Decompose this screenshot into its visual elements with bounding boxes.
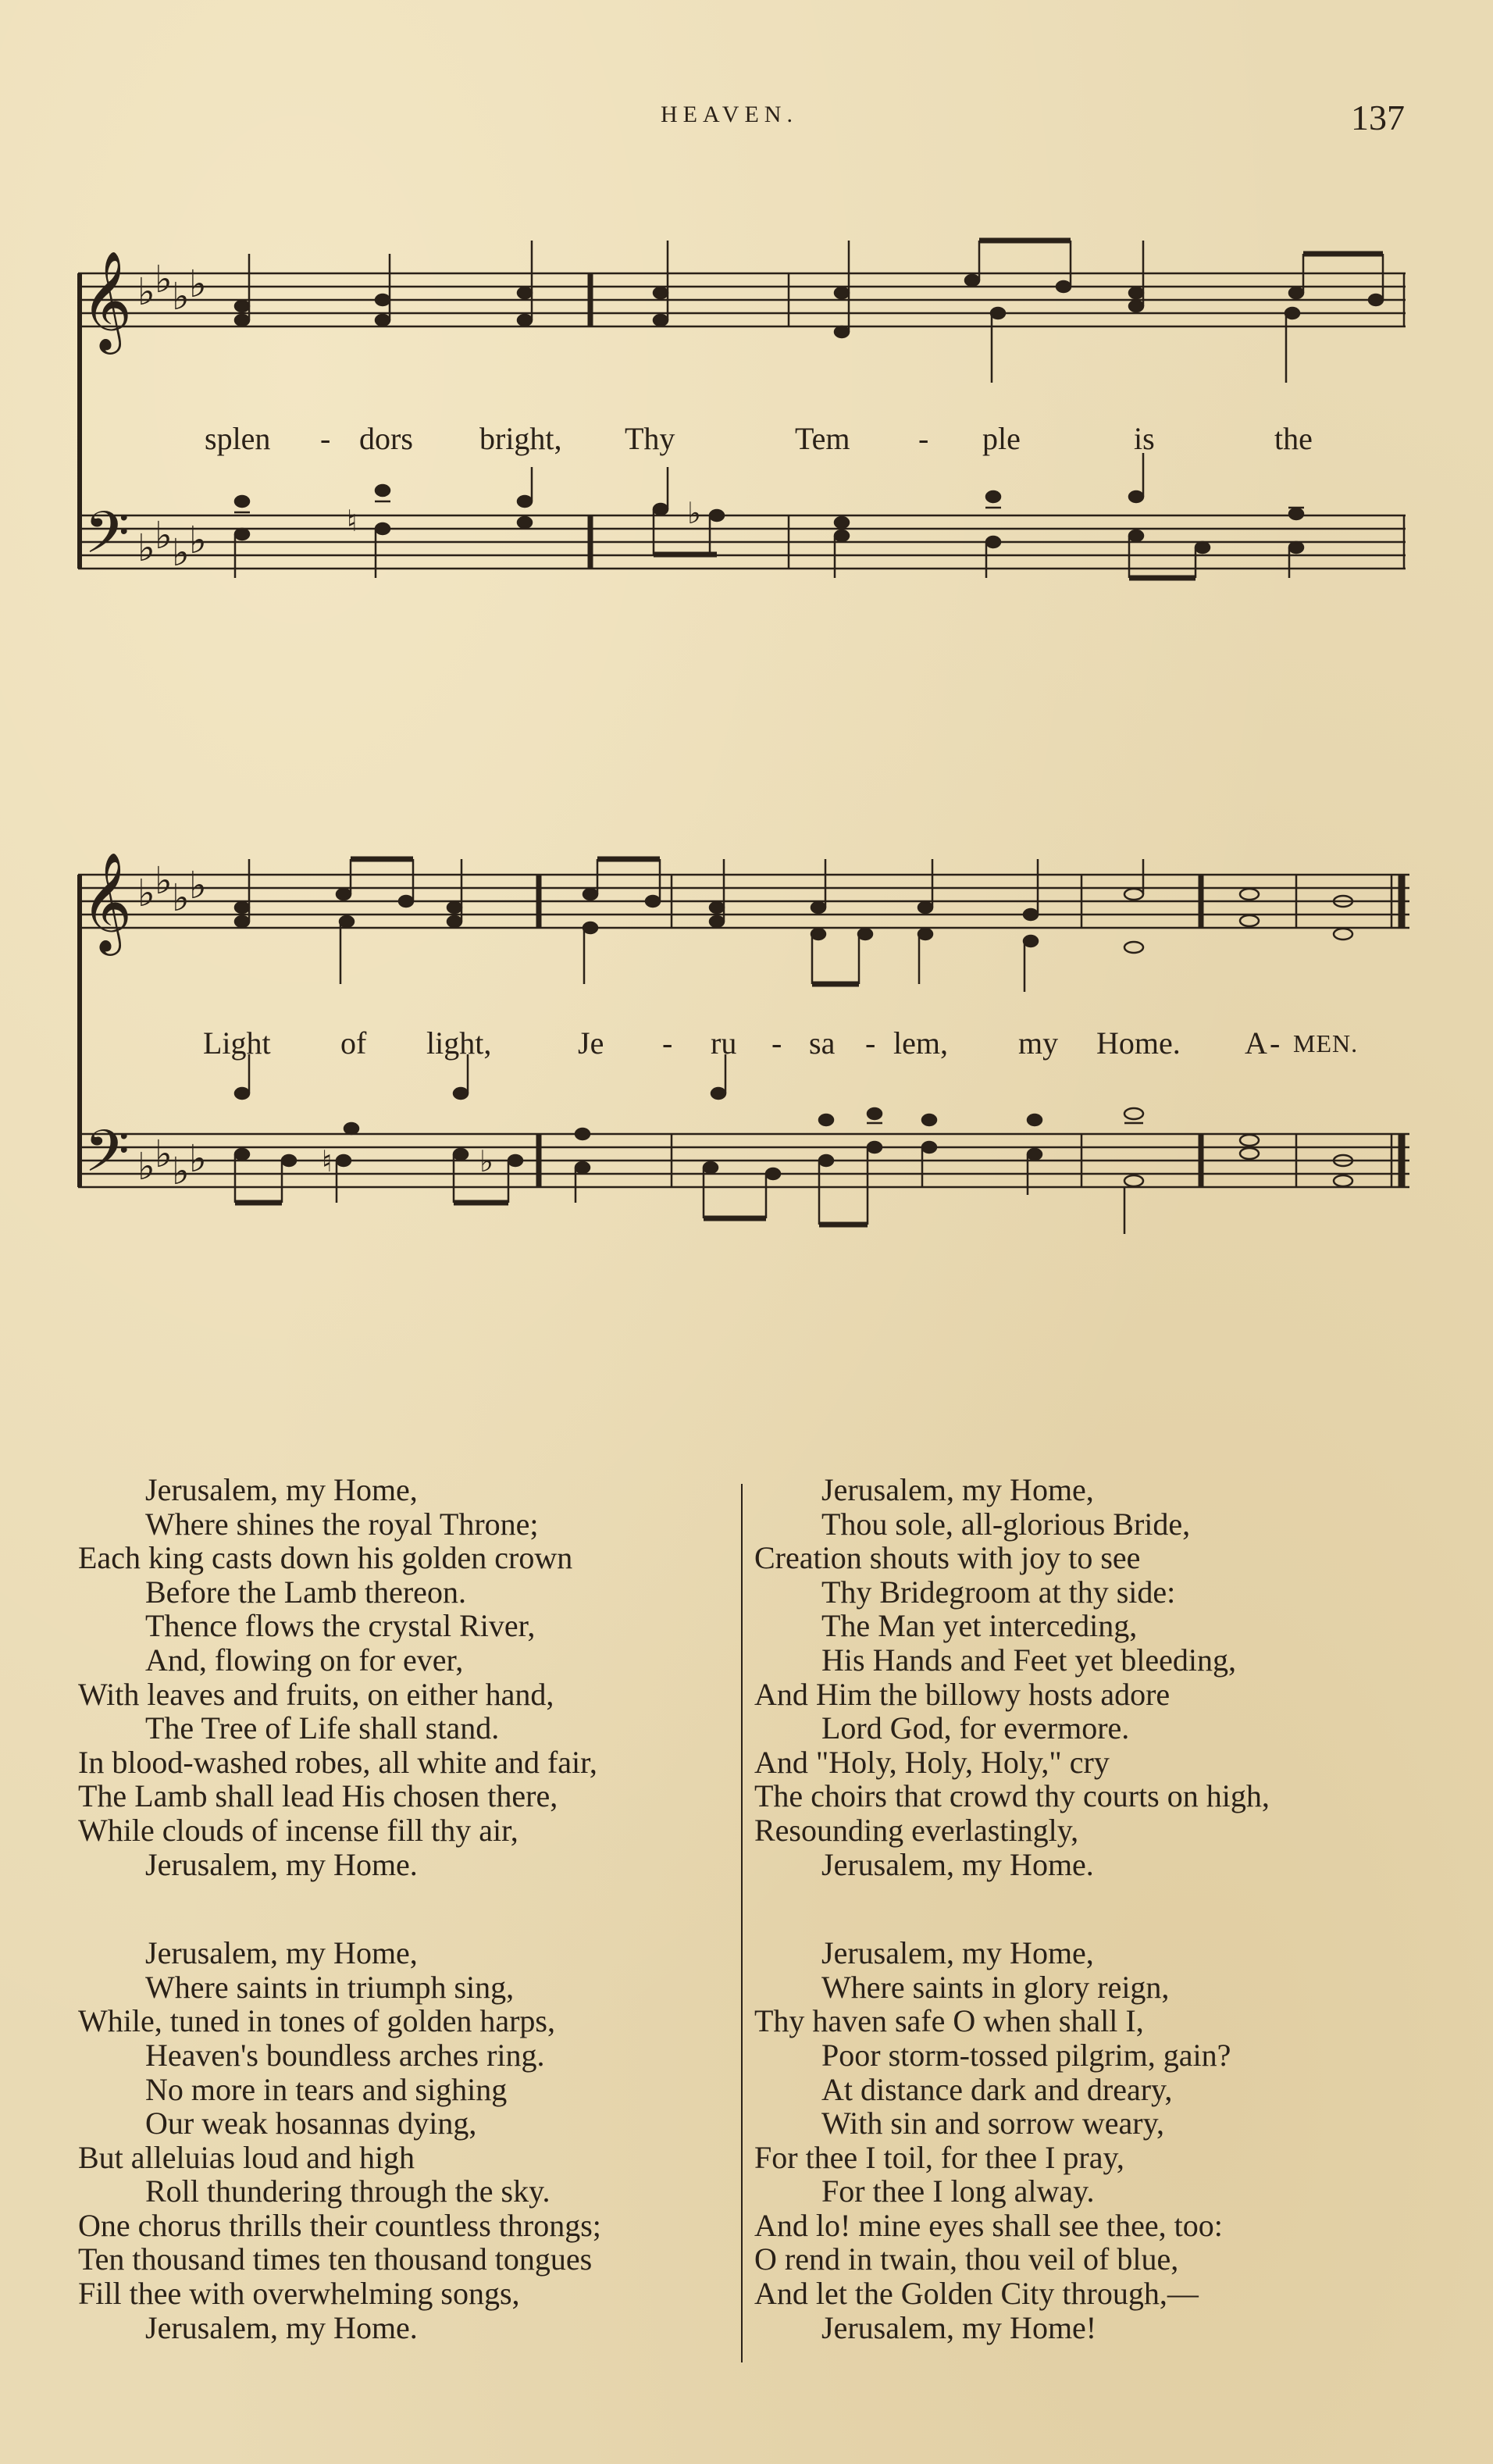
page-header-title: HEAVEN. [661,102,798,127]
verse-line: Before the Lamb thereon. [145,1574,466,1610]
verse-line: Jerusalem, my Home! [821,2309,1097,2345]
lyric-syllable: Je [578,1025,604,1061]
verse-line: Ten thousand times ten thousand tongues [78,2241,593,2277]
treble-notes [235,241,1383,383]
lyric-hyphen: - [865,1025,876,1061]
svg-text:♭: ♭ [189,262,207,306]
verse-line: Heaven's boundless arches ring. [145,2037,545,2073]
lyric-syllable: sa [809,1025,836,1061]
verses-left-column [78,1473,765,2345]
treble-staff [78,875,1409,928]
verse-line: Poor storm-tossed pilgrim, gain? [821,2037,1231,2073]
lyric-syllable: splen [205,421,271,456]
lyric-syllable: the [1274,421,1313,456]
lyric-syllable: ru [711,1025,737,1061]
bass-notes [235,1054,1352,1234]
lyric-syllable: Tem [795,421,850,456]
svg-text:♭: ♭ [189,864,207,908]
lyric-syllable: bright, [479,421,562,456]
key-signature [137,258,207,575]
lyric-hyphen: - [320,421,331,456]
verse-line: Thy Bridegroom at thy side: [821,1574,1176,1610]
verse-line: With leaves and fruits, on either hand, [78,1676,554,1712]
verse-stanza [78,1936,765,2345]
svg-text:♭: ♭ [172,531,190,575]
column-divider [741,1484,743,2362]
verse-line: And let the Golden City through,— [754,2276,1199,2312]
verse-line: While clouds of incense fill thy air, [78,1812,518,1848]
lyric-hyphen: - [1270,1025,1281,1061]
verse-line: Jerusalem, my Home, [821,1935,1094,1971]
verse-line: O rend in twain, thou veil of blue, [754,2241,1179,2277]
svg-text:♭: ♭ [172,876,190,920]
verse-stanza [78,1473,765,1881]
lyric-syllable: A [1245,1025,1267,1061]
svg-text:♭: ♭ [172,275,190,319]
verse-line: Creation shouts with joy to see [754,1540,1141,1576]
verse-line: Resounding everlastingly, [754,1812,1079,1848]
lyric-hyphen: - [662,1025,673,1061]
verse-line: One chorus thrills their countless throngs; [78,2207,601,2243]
bass-clef: 𝄢 [84,499,130,581]
verse-line: For thee I long alway. [821,2173,1095,2209]
svg-text:♭: ♭ [189,1137,207,1181]
svg-text:♭: ♭ [137,872,155,915]
lyric-syllable: dors [359,421,413,456]
verse-line: And Him the billowy hosts adore [754,1676,1171,1712]
lyric-syllable: lem, [893,1025,948,1061]
verse-line: No more in tears and sighing [145,2071,508,2107]
lyric-syllable: ple [982,421,1021,456]
lyric-hyphen: - [918,421,929,456]
page-number: 137 [1351,98,1405,137]
verse-line: And "Holy, Holy, Holy," cry [754,1744,1110,1780]
verse-line: The Lamb shall lead His chosen there, [78,1778,558,1814]
lyric-syllable: Home. [1096,1025,1181,1061]
verse-line: Jerusalem, my Home. [145,2309,418,2345]
verse-stanza [754,1936,1441,2345]
verse-line: In blood-washed robes, all white and fair, [78,1744,597,1780]
svg-text:♭: ♭ [155,258,173,301]
svg-text:♭: ♭ [479,1144,494,1179]
svg-text:♭: ♭ [155,514,173,558]
lyric-hyphen: - [771,1025,782,1061]
verse-line: And, flowing on for ever, [145,1642,464,1678]
svg-text:♭: ♭ [137,270,155,314]
verse-line: Thou sole, all-glorious Bride, [821,1506,1191,1542]
svg-text:♭: ♭ [189,519,207,562]
verse-line: Where saints in glory reign, [821,1969,1170,2005]
verse-line: Each king casts down his golden crown [78,1540,573,1576]
svg-text:♭: ♭ [687,496,701,530]
svg-text:♮: ♮ [347,504,358,538]
verse-line: Lord God, for evermore. [821,1710,1130,1746]
svg-text:♮: ♮ [322,1144,333,1179]
bass-staff [78,1134,1409,1187]
lyric-syllable: light, [426,1025,492,1061]
verse-line: Jerusalem, my Home. [145,1846,418,1882]
svg-text:♭: ♭ [155,859,173,903]
verse-line: Jerusalem, my Home. [821,1846,1094,1882]
lyric-syllable: of [340,1025,367,1061]
verse-line: Where saints in triumph sing, [145,1969,515,2005]
svg-text:♭: ♭ [172,1150,190,1193]
verse-line: Thence flows the crystal River, [145,1608,536,1644]
svg-text:♭: ♭ [155,1132,173,1176]
verse-stanza [754,1473,1441,1881]
treble-staff [78,273,1406,326]
lyric-syllable: my [1018,1025,1059,1061]
verse-line: Our weak hosannas dying, [145,2106,477,2141]
verses-right-column [754,1473,1441,2345]
verse-line: Thy haven safe O when shall I, [754,2003,1144,2039]
treble-clef: 𝄞 [81,250,133,350]
verse-line: Jerusalem, my Home, [145,1935,418,1971]
lyric-syllable: Light [203,1025,271,1061]
verse-line: Where shines the royal Throne; [145,1506,539,1542]
verse-line: The Tree of Life shall stand. [145,1710,500,1746]
verse-line: The choirs that crowd thy courts on high, [754,1778,1270,1814]
lyric-syllable: MEN. [1293,1029,1359,1057]
verse-line: Fill thee with overwhelming songs, [78,2276,520,2312]
verse-line: Jerusalem, my Home, [821,1472,1094,1507]
verse-line: And lo! mine eyes shall see thee, too: [754,2207,1223,2243]
verse-line: At distance dark and dreary, [821,2071,1173,2107]
bass-clef: 𝄢 [84,1118,130,1200]
lyric-syllable: Thy [625,421,675,456]
verse-line: With sin and sorrow weary, [821,2106,1165,2141]
treble-clef: 𝄞 [81,851,133,951]
verse-line: But alleluias loud and high [78,2139,415,2175]
key-signature [137,859,207,1193]
running-head [0,97,1493,144]
verse-line: Roll thundering through the sky. [145,2173,551,2209]
verse-line: His Hands and Feet yet bleeding, [821,1642,1236,1678]
treble-notes [235,859,1352,992]
lyric-syllable: is [1134,421,1155,456]
svg-text:♭: ♭ [137,1145,155,1189]
svg-text:♭: ♭ [137,526,155,570]
verse-line: Jerusalem, my Home, [145,1472,418,1507]
verse-line: The Man yet interceding, [821,1608,1138,1644]
verse-line: For thee I toil, for thee I pray, [754,2139,1124,2175]
verse-line: While, tuned in tones of golden harps, [78,2003,555,2039]
